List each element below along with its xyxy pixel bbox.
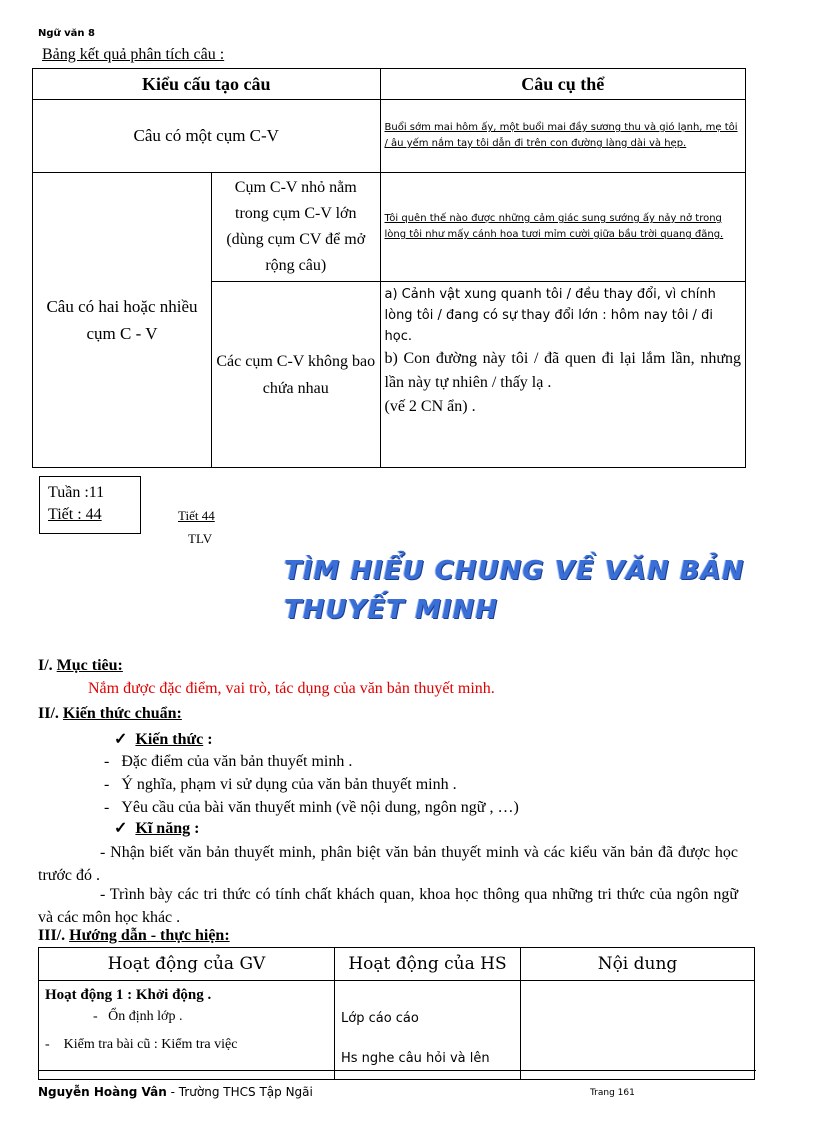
row2-type: Câu có hai hoặc nhiều cụm C - V [33,173,212,468]
knowledge-list [104,750,519,819]
knowledge-item: - Đặc điểm của văn bản thuyết minh . [104,753,353,770]
row2-example2 [380,282,746,468]
section1-goal: Nắm được đặc điểm, vai trò, tác dụng của văn bản thuyết minh. [88,680,495,697]
knowledge-item: - Yêu cầu của bài văn thuyết minh (về nội dung, ngôn ngữ , …) [104,799,519,816]
row2-sub1-text: Cụm C-V nhỏ nằm trong cụm C-V lớn [234,179,357,222]
section3-title: Hướng dẫn - thực hiện: [69,927,230,944]
footer-author: Nguyễn Hoàng Vân [38,1085,167,1099]
knowledge-heading-text: Kiến thức [135,731,204,748]
section1-label: I/. [38,657,53,674]
row1-type: Câu có một cụm C-V [33,100,381,173]
knowledge-item: - Ý nghĩa, phạm vi sử dụng của văn bản thuyết minh . [104,776,457,793]
row2-sub2: Các cụm C-V không bao chứa nhau [212,282,381,468]
row2-example2a: a) Cảnh vật xung quanh tôi / đều thay đổi, vì chính lòng tôi / đang có sự thay đổi lớn : hôm nay tôi / đi học. [384,287,716,344]
skills-heading: ✓ Kĩ năng : [114,818,199,838]
footer-divider [38,1070,756,1071]
section2-heading [38,705,182,723]
lesson-title-line2: THUYẾT MINH [284,595,499,625]
hs-cell [335,981,521,1080]
lesson-title-line1: TÌM HIỂU CHUNG VỀ VĂN BẢN [284,556,745,586]
section3-heading [38,927,230,945]
gv-cell [39,981,335,1080]
hs-item: Lớp cáo cáo [341,1011,419,1026]
hs-item: Hs nghe câu hỏi và lên [341,1051,490,1066]
row2-example2b: b) Con đường này tôi / đã quen đi lại lắm lần, nhưng lần này tự nhiên / thấy lạ . [384,350,741,391]
section1-title: Mục tiêu: [56,657,123,674]
header-hs: Hoạt động của HS [335,948,521,981]
skills-heading-text: Kĩ năng [135,820,191,837]
gv-item: - Ổn định lớp . [93,1009,183,1024]
col-header-example: Câu cụ thể [380,69,746,100]
table-title: Bảng kết quả phân tích câu : [42,46,225,63]
row1-example: Buổi sớm mai hôm ấy, một buổi mai đầy sương thu và gió lạnh, mẹ tôi / âu yếm nắm tay tôi dẫn đi trên con đường làng dài và hẹp. [380,100,746,173]
row2-sub1 [212,173,381,282]
header-content: Nội dung [521,948,755,981]
col-header-type: Kiểu cấu tạo câu [33,69,381,100]
section3-label: III/. [38,927,66,944]
week-number: Tuần :11 [48,484,105,501]
row2-example1: Tôi quên thế nào được những cảm giác sung sướng ấy nảy nở trong lòng tôi như mấy cánh hoa tươi mỉm cười giữa bầu trời quang đãng. [380,173,746,282]
analysis-table [32,68,746,468]
footer-page: Trang 161 [590,1088,635,1098]
activity-table [38,947,755,1080]
knowledge-heading: ✓ Kiến thức : [114,729,213,749]
lesson-period: Tiết 44 [178,508,215,523]
section1-heading [38,657,123,675]
footer-left [38,1085,313,1099]
header-gv: Hoạt động của GV [39,948,335,981]
section2-label: II/. [38,705,59,722]
subject-label: Ngữ văn 8 [38,28,95,39]
content-cell [521,981,755,1080]
lesson-type: TLV [188,531,213,546]
row2-sub1-note: (dùng cụm CV để mở rộng câu) [226,231,366,274]
section2-title: Kiến thức chuẩn: [62,705,182,722]
footer-school: - Trường THCS Tập Ngãi [170,1085,313,1099]
gv-activity-title: Hoạt động 1 : Khởi động . [45,987,212,1003]
skill-item-1: - Nhận biết văn bản thuyết minh, phân biệt văn bản thuyết minh và các kiểu văn bản đã được học trước đó . [38,844,738,884]
period-number: Tiết : 44 [48,506,102,523]
gv-item: - Kiểm tra bài cũ : Kiểm tra việc [45,1037,238,1052]
week-box [39,476,141,534]
row2-example2c: (vế 2 CN ẩn) . [384,398,476,415]
skill-item-2: - Trình bày các tri thức có tính chất khách quan, khoa học thông qua những tri thức của ngôn ngữ và các môn học khác . [38,886,738,926]
